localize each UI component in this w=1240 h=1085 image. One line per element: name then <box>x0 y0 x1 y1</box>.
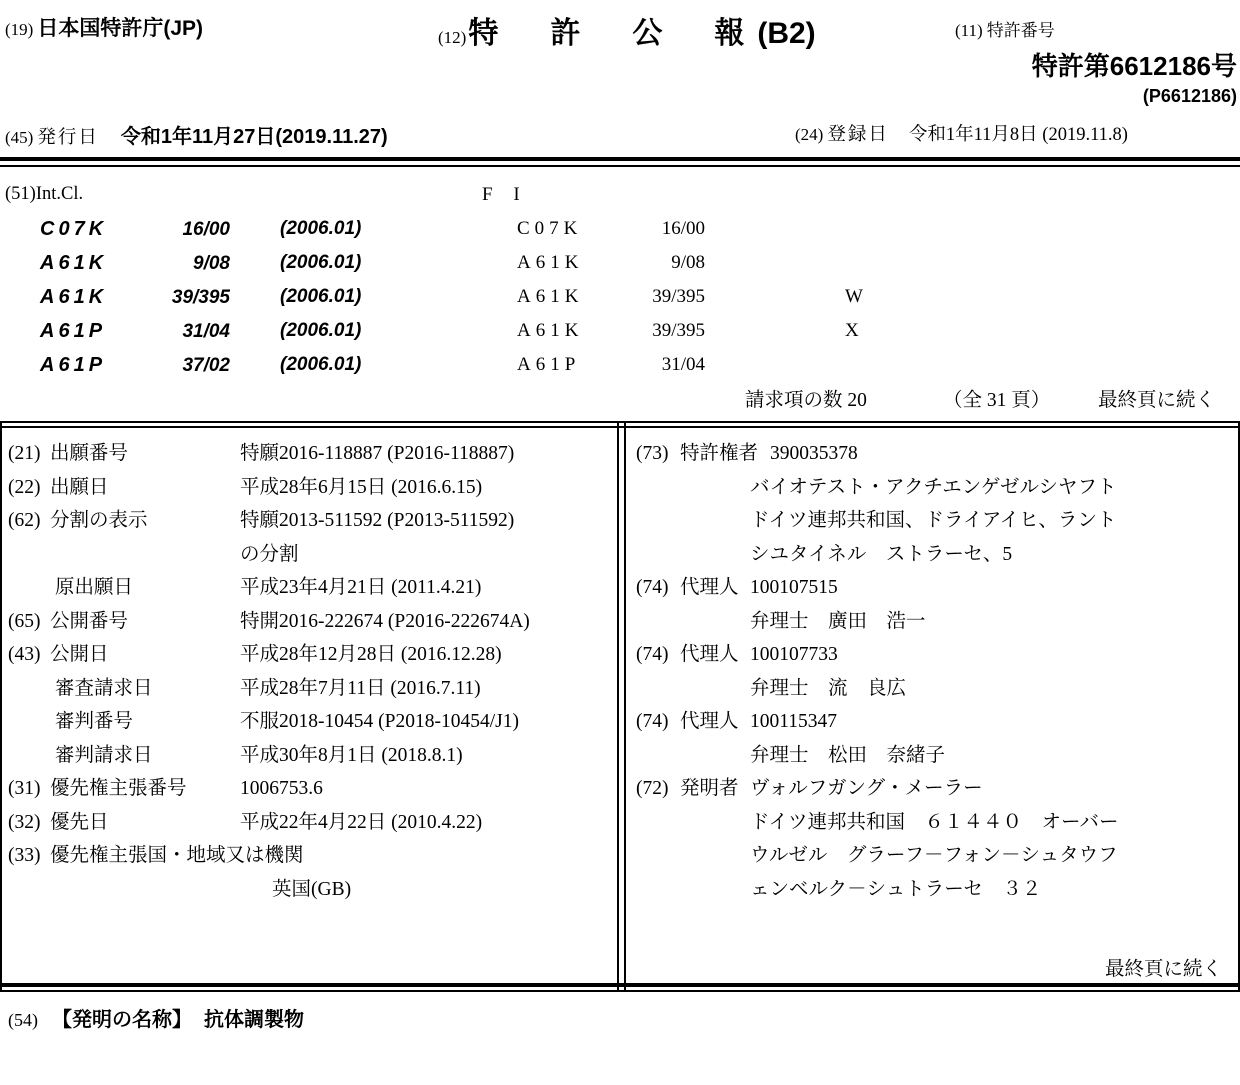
fi-row <box>517 314 859 348</box>
table-row <box>0 504 615 538</box>
issue-date-line <box>5 120 388 149</box>
inid-code: (21) <box>8 443 41 464</box>
intcl-version: (2006.01) <box>280 286 362 307</box>
field-label: 分割の表示 <box>50 510 148 531</box>
issue-date: 令和1年11月27日(2019.11.27) <box>120 126 388 148</box>
field-value: 390035378 <box>770 443 858 464</box>
intcl-version: (2006.01) <box>280 320 362 341</box>
intcl-number: 39/395 <box>171 287 230 308</box>
field-value: ヴォルフガング・メーラー <box>750 778 983 799</box>
document-kind-title: 特 許 公 報 <box>468 17 756 50</box>
inid-24: (24) <box>795 125 824 144</box>
field-value: 平成28年12月28日 (2016.12.28) <box>240 644 502 665</box>
fi-heading: F I <box>482 184 528 205</box>
field-value: 1006753.6 <box>240 778 323 799</box>
field-label: 公開日 <box>50 644 109 665</box>
field-value-continued: の分割 <box>240 543 299 565</box>
fi-row <box>517 212 705 246</box>
fi-row <box>517 280 863 314</box>
inid-code: (62) <box>8 510 41 531</box>
box-bottom-rule-thick <box>0 983 1240 987</box>
field-value-continued: シユタイネル ストラーセ、5 <box>750 543 1013 565</box>
table-row <box>628 705 1238 739</box>
fi-code: A61K <box>517 286 584 307</box>
office-name: 日本国特許庁(JP) <box>37 17 203 40</box>
intcl-number: 9/08 <box>193 253 230 274</box>
field-value-continued: ウルゼル グラーフ－フォン－シュタウフ <box>750 845 1118 866</box>
field-value: 平成28年7月11日 (2016.7.11) <box>240 677 481 699</box>
inid-code: (72) <box>636 778 669 799</box>
table-row <box>0 471 615 505</box>
intcl-version: (2006.01) <box>280 252 362 273</box>
table-row <box>0 806 615 840</box>
table-row <box>0 705 615 739</box>
continued-on-last-page-note: 最終頁に続く <box>1098 390 1216 411</box>
intcl-row <box>0 212 362 246</box>
fi-subcode: W <box>845 286 863 307</box>
table-row <box>0 772 615 806</box>
field-label: 優先日 <box>50 811 109 833</box>
intcl-version: (2006.01) <box>280 354 362 375</box>
intcl-table <box>0 212 362 382</box>
fi-code: A61P <box>517 354 581 375</box>
intcl-code: A61K <box>40 286 108 308</box>
inid-19: (19) <box>5 20 34 39</box>
intcl-code: A61P <box>40 354 107 376</box>
intcl-code: C07K <box>40 218 108 240</box>
registration-date: 令和1年11月8日 (2019.11.8) <box>908 125 1128 145</box>
invention-title-line <box>8 1003 304 1032</box>
fi-number: 39/395 <box>652 286 705 307</box>
field-value-continued: 弁理士 廣田 浩一 <box>750 610 926 632</box>
intcl-number: 31/04 <box>182 321 230 342</box>
claims-count: 請求項の数 20 <box>745 390 867 411</box>
field-value: 平成30年8月1日 (2018.8.1) <box>240 744 463 766</box>
table-row <box>0 638 615 672</box>
inid-code: (33) <box>8 845 41 866</box>
field-label: 審査請求日 <box>55 677 153 699</box>
table-row <box>0 672 615 706</box>
inid-12: (12) <box>438 28 467 47</box>
document-kind-code: (B2) <box>757 17 816 50</box>
document-kind <box>438 8 816 52</box>
field-label: 優先権主張国・地域又は機関 <box>50 845 304 866</box>
field-label: 特許権者 <box>680 443 759 464</box>
fi-code: C07K <box>517 218 583 239</box>
field-value: 平成22年4月22日 (2010.4.22) <box>240 811 483 833</box>
box-top-rule-2 <box>0 426 1240 428</box>
inid-code: (32) <box>8 811 41 833</box>
header-rule-thick <box>0 157 1240 161</box>
patent-number: 特許第6612186号 <box>1031 51 1237 81</box>
field-value: 100115347 <box>750 711 838 732</box>
table-row <box>628 571 1238 605</box>
intcl-row <box>0 348 362 382</box>
inid-54: (54) <box>8 1010 38 1030</box>
fi-code: A61K <box>517 320 584 341</box>
table-row <box>628 839 1238 873</box>
inid-code: (43) <box>8 644 41 665</box>
table-row <box>0 739 615 773</box>
fi-code: A61K <box>517 252 584 273</box>
table-row <box>628 806 1238 840</box>
field-value: 100107515 <box>750 577 838 598</box>
intcl-row <box>0 280 362 314</box>
patent-number-paren: (P6612186) <box>1142 86 1237 106</box>
table-row <box>0 873 615 907</box>
application-data-table <box>0 437 615 906</box>
field-label: 審判請求日 <box>55 744 153 766</box>
patent-number-label-line <box>955 16 1055 41</box>
inid-11: (11) <box>955 21 983 40</box>
intcl-version: (2006.01) <box>280 218 362 239</box>
intcl-code: A61P <box>40 320 107 342</box>
table-row <box>628 538 1238 572</box>
invention-title: 抗体調製物 <box>204 1009 304 1031</box>
registration-date-line <box>795 120 1128 146</box>
table-row <box>0 571 615 605</box>
fi-table <box>517 212 863 382</box>
field-label: 発明者 <box>680 778 739 799</box>
field-label: 出願日 <box>50 476 109 498</box>
table-row <box>0 839 615 873</box>
registration-date-label: 登録日 <box>827 125 889 145</box>
header-rule-thin <box>0 165 1240 167</box>
patent-number-label: 特許番号 <box>986 21 1055 40</box>
fi-number: 39/395 <box>652 320 705 341</box>
field-value: 特開2016-222674 (P2016-222674A) <box>240 610 530 632</box>
fi-subcode: X <box>845 320 859 341</box>
fi-number: 16/00 <box>661 218 705 239</box>
inid-code: (74) <box>636 644 669 665</box>
inid-code: (22) <box>8 476 41 498</box>
total-pages: （全 31 頁） <box>943 390 1051 411</box>
box-center-divider-2 <box>624 421 626 992</box>
table-row <box>628 638 1238 672</box>
field-label: 代理人 <box>680 644 739 665</box>
table-row <box>0 437 615 471</box>
box-center-divider-1 <box>617 421 619 992</box>
inid-code: (74) <box>636 711 669 732</box>
inid-45: (45) <box>5 128 34 147</box>
field-value: 特願2016-118887 (P2016-118887) <box>240 443 515 464</box>
field-value-continued: 弁理士 流 良広 <box>750 677 907 699</box>
intcl-number: 16/00 <box>182 219 230 240</box>
inid-51: (51) <box>5 184 36 204</box>
field-label: 出願番号 <box>50 443 129 464</box>
table-row <box>628 739 1238 773</box>
box-top-rule-1 <box>0 421 1240 423</box>
continued-on-last-page-note-box: 最終頁に続く <box>1104 959 1222 980</box>
field-value-continued: 弁理士 松田 奈緒子 <box>750 744 946 766</box>
inid-code: (65) <box>8 610 41 632</box>
field-label: 原出願日 <box>55 577 134 598</box>
intcl-label: Int.Cl. <box>35 184 84 204</box>
field-value: 特願2013-511592 (P2013-511592) <box>240 510 515 531</box>
intcl-heading <box>5 184 83 205</box>
fi-number: 9/08 <box>671 252 705 273</box>
intcl-row <box>0 246 362 280</box>
table-row <box>628 772 1238 806</box>
field-label: 優先権主張番号 <box>50 778 187 799</box>
publication-office <box>5 12 203 42</box>
inid-code: (74) <box>636 577 669 598</box>
table-row <box>628 471 1238 505</box>
invention-title-label: 【発明の名称】 <box>52 1009 192 1031</box>
inid-code: (31) <box>8 778 41 799</box>
intcl-row <box>0 314 362 348</box>
field-value-continued: ェンベルク－シュトラーセ ３２ <box>750 878 1042 900</box>
fi-row <box>517 246 705 280</box>
intcl-number: 37/02 <box>182 355 230 376</box>
field-label: 公開番号 <box>50 610 129 632</box>
field-value: 100107733 <box>750 644 838 665</box>
table-row <box>628 504 1238 538</box>
field-value-continued: ドイツ連邦共和国 ６１４４０ オーバー <box>750 811 1119 833</box>
field-value-continued: 英国(GB) <box>272 878 352 900</box>
table-row <box>628 437 1238 471</box>
field-label: 代理人 <box>680 711 739 732</box>
field-label: 審判番号 <box>55 711 134 732</box>
fi-number: 31/04 <box>661 354 705 375</box>
parties-table <box>628 437 1238 906</box>
box-bottom-rule-thin <box>0 990 1240 992</box>
field-label: 代理人 <box>680 577 739 598</box>
field-value: 平成23年4月21日 (2011.4.21) <box>240 577 482 598</box>
field-value: 平成28年6月15日 (2016.6.15) <box>240 476 483 498</box>
field-value: 不服2018-10454 (P2018-10454/J1) <box>240 711 519 732</box>
fi-row <box>517 348 705 382</box>
issue-date-label: 発行日 <box>37 128 99 148</box>
table-row <box>0 605 615 639</box>
field-value-continued: バイオテスト・アクチエンゲゼルシヤフト <box>750 476 1117 498</box>
table-row <box>628 672 1238 706</box>
inid-code: (73) <box>636 443 669 464</box>
table-row <box>0 538 615 572</box>
intcl-code: A61K <box>40 252 108 274</box>
table-row <box>628 873 1238 907</box>
table-row <box>628 605 1238 639</box>
field-value-continued: ドイツ連邦共和国、ドライアイヒ、ラント <box>750 510 1117 531</box>
